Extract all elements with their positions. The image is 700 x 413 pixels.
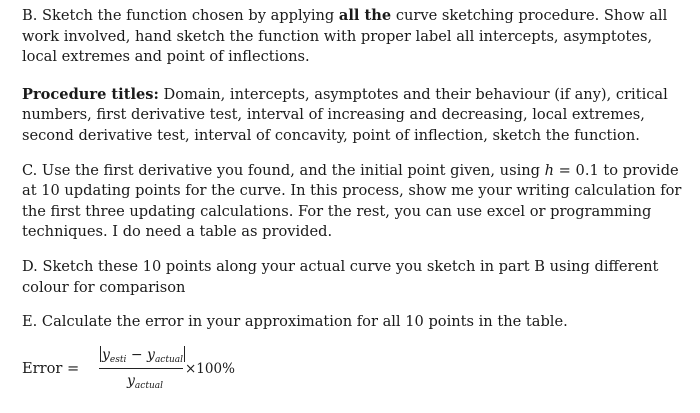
abs-bar-left [100,346,101,362]
section-c-text: C. Use the first derivative you found, and the initial point given, using [22,161,545,179]
y-actual-denominator-variable: y [127,372,135,389]
section-b [22,6,682,68]
actual-denominator-subscript: actual [134,380,163,391]
section-b-bold: all the [338,7,392,24]
error-formula-label: Error = [22,359,80,377]
step-size-value: = 0.1 [554,161,599,179]
procedure-titles-text: Domain, intercepts, asymptotes and their behaviour (if any), critical numbers, first derivative test, interval of increasing and decreasing, local extremes, second derivative test, interval of concavity, point of inflection, sketch the function. [22,85,668,144]
section-e-text: E. Calculate the error in your approximation for all 10 points in the table. [22,313,568,331]
section-d-text: D. Sketch these 10 points along your actual curve you sketch in part B using different colour for comparison [22,257,659,296]
esti-subscript: esti [109,354,127,365]
section-d [22,257,682,298]
section-c [22,161,682,243]
procedure-titles-heading: Procedure titles: [22,85,159,103]
error-numerator [99,345,183,367]
actual-subscript: actual [154,354,184,365]
minus-sign: − [126,346,148,363]
error-denominator [127,371,163,397]
step-size-variable: h [544,161,555,179]
y-actual-variable: y [147,346,155,363]
section-e [22,312,682,333]
procedure-titles [22,85,682,147]
section-b-text-rest: curve sketching procedure. Show all work involved, hand sketch the function with proper label all intercepts, asymptotes, local extremes and point of inflections. [22,7,668,66]
section-b-text: B. Sketch the function chosen by applying [22,7,339,24]
section-c-text-rest: to provide at 10 updating points for the curve. In this process, show me your writing calculation for the first three updating calculations. For the rest, you can use excel or programming techniques. I do need a table as provided. [22,161,682,241]
document-body [22,6,682,393]
percent-factor: ×100% [185,360,235,377]
error-formula [22,345,682,393]
y-esti-variable: y [102,346,110,363]
fraction-line [99,368,183,369]
